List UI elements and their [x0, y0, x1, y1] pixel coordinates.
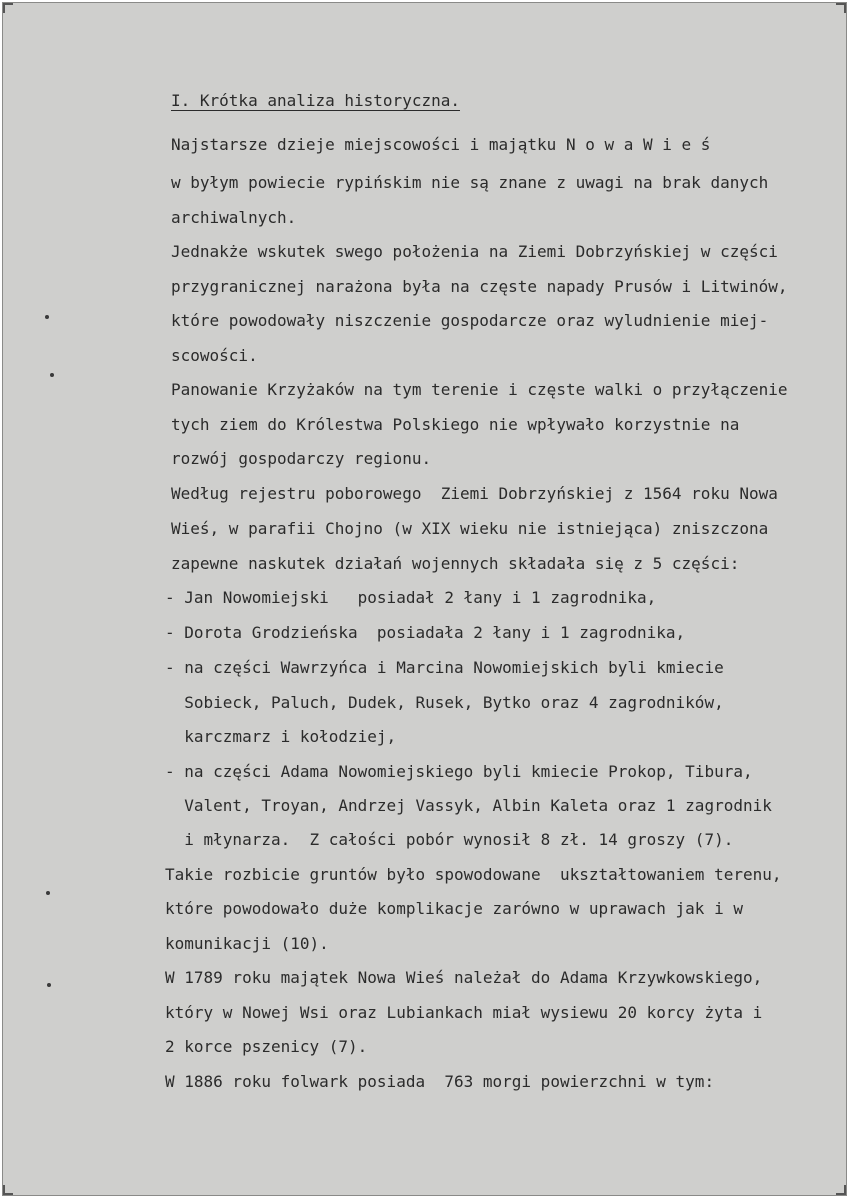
text-line: - na części Wawrzyńca i Marcina Nowomiejskich byli kmiecie — [165, 658, 724, 677]
corner-mark — [3, 1185, 5, 1195]
text-line: zapewne naskutek działań wojennych składała się z 5 części: — [171, 554, 740, 573]
text-line: Wieś, w parafii Chojno (w XIX wieku nie istniejąca) zniszczona — [171, 519, 769, 538]
text-line: Panowanie Krzyżaków na tym terenie i częste walki o przyłączenie — [171, 380, 788, 399]
text-line: Takie rozbicie gruntów było spowodowane ukształtowaniem terenu, — [165, 865, 782, 884]
text-line: karczmarz i kołodziej, — [165, 727, 397, 746]
text-line: Według rejestru poborowego Ziemi Dobrzyńskiej z 1564 roku Nowa — [171, 484, 778, 503]
text-line: scowości. — [171, 346, 258, 365]
document-page — [2, 2, 847, 1196]
corner-mark — [844, 1185, 846, 1195]
punch-hole-mark — [46, 891, 50, 895]
section-heading: I. Krótka analiza historyczna. — [171, 91, 460, 110]
text-line: - na części Adama Nowomiejskiego byli kmiecie Prokop, Tibura, — [165, 762, 753, 781]
punch-hole-mark — [45, 315, 49, 319]
text-line: które powodowało duże komplikacje zarówno w uprawach jak i w — [165, 899, 743, 918]
text-line: archiwalnych. — [171, 208, 297, 227]
text-line: które powodowały niszczenie gospodarcze oraz wyludnienie miej- — [171, 311, 769, 330]
text-line: tych ziem do Królestwa Polskiego nie wpływało korzystnie na — [171, 415, 740, 434]
text-line: rozwój gospodarczy regionu. — [171, 449, 432, 468]
text-line: Valent, Troyan, Andrzej Vassyk, Albin Kaleta oraz 1 zagrodnik — [165, 796, 772, 815]
text-line: W 1886 roku folwark posiada 763 morgi powierzchni w tym: — [165, 1072, 715, 1091]
text-line: Jednakże wskutek swego położenia na Ziemi Dobrzyńskiej w części — [171, 242, 778, 261]
punch-hole-mark — [50, 373, 54, 377]
text-line: Sobieck, Paluch, Dudek, Rusek, Bytko oraz 4 zagrodników, — [165, 693, 724, 712]
punch-hole-mark — [47, 983, 51, 987]
text-line: i młynarza. Z całości pobór wynosił 8 zł. 14 groszy (7). — [165, 830, 734, 849]
text-line: Najstarsze dzieje miejscowości i majątku N o w a W i e ś — [171, 135, 711, 154]
text-line: przygranicznej narażona była na częste napady Prusów i Litwinów, — [171, 277, 788, 296]
text-line: który w Nowej Wsi oraz Lubiankach miał wysiewu 20 korcy żyta i — [165, 1003, 763, 1022]
text-line: W 1789 roku majątek Nowa Wieś należał do Adama Krzywkowskiego, — [165, 968, 763, 987]
corner-mark — [844, 3, 846, 13]
text-line: komunikacji (10). — [165, 934, 329, 953]
text-line: - Dorota Grodzieńska posiadała 2 łany i 1 zagrodnika, — [165, 623, 686, 642]
text-line: 2 korce pszenicy (7). — [165, 1037, 368, 1056]
text-line: - Jan Nowomiejski posiadał 2 łany i 1 zagrodnika, — [165, 588, 657, 607]
corner-mark — [3, 3, 5, 13]
text-line: w byłym powiecie rypińskim nie są znane z uwagi na brak danych — [171, 173, 769, 192]
